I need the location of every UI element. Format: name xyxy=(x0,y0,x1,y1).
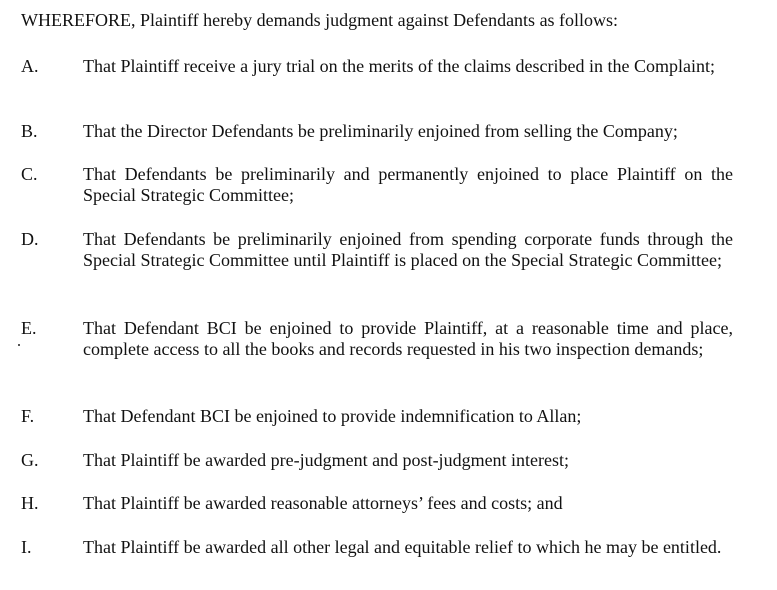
relief-item-letter: A. xyxy=(21,56,39,76)
relief-item-letter: G. xyxy=(21,450,39,470)
scan-speck xyxy=(18,344,20,346)
relief-item-letter: F. xyxy=(21,406,35,426)
relief-item-letter: B. xyxy=(21,121,38,141)
relief-item-letter: D. xyxy=(21,229,39,249)
wherefore-clause: WHEREFORE, Plaintiff hereby demands judgment against Defendants as follows: xyxy=(21,10,619,30)
relief-item-letter: I. xyxy=(21,537,32,557)
relief-item-text: That Defendants be preliminarily enjoined from spending corporate funds through the Special Strategic Committee until Plaintiff is placed on the Special Strategic Committee; xyxy=(83,229,733,270)
relief-item-text: That Plaintiff be awarded pre-judgment and post-judgment interest; xyxy=(83,450,570,470)
relief-item-text: That Defendants be preliminarily and permanently enjoined to place Plaintiff on the Special Strategic Committee; xyxy=(83,164,733,205)
relief-item-text: That Plaintiff be awarded all other legal and equitable relief to which he may be entitled. xyxy=(83,537,722,557)
relief-item-letter: C. xyxy=(21,164,38,184)
relief-item-letter: H. xyxy=(21,493,39,513)
relief-item-text: That Plaintiff receive a jury trial on the merits of the claims described in the Complaint; xyxy=(83,56,715,76)
relief-item-text: That Plaintiff be awarded reasonable attorneys’ fees and costs; and xyxy=(83,493,563,513)
relief-item-text: That Defendant BCI be enjoined to provide Plaintiff, at a reasonable time and place, complete access to all the books and records requested in his two inspection demands; xyxy=(83,318,733,359)
relief-item-text: That the Director Defendants be preliminarily enjoined from selling the Company; xyxy=(83,121,678,141)
relief-item-letter: E. xyxy=(21,318,37,338)
relief-item-text: That Defendant BCI be enjoined to provide indemnification to Allan; xyxy=(83,406,582,426)
